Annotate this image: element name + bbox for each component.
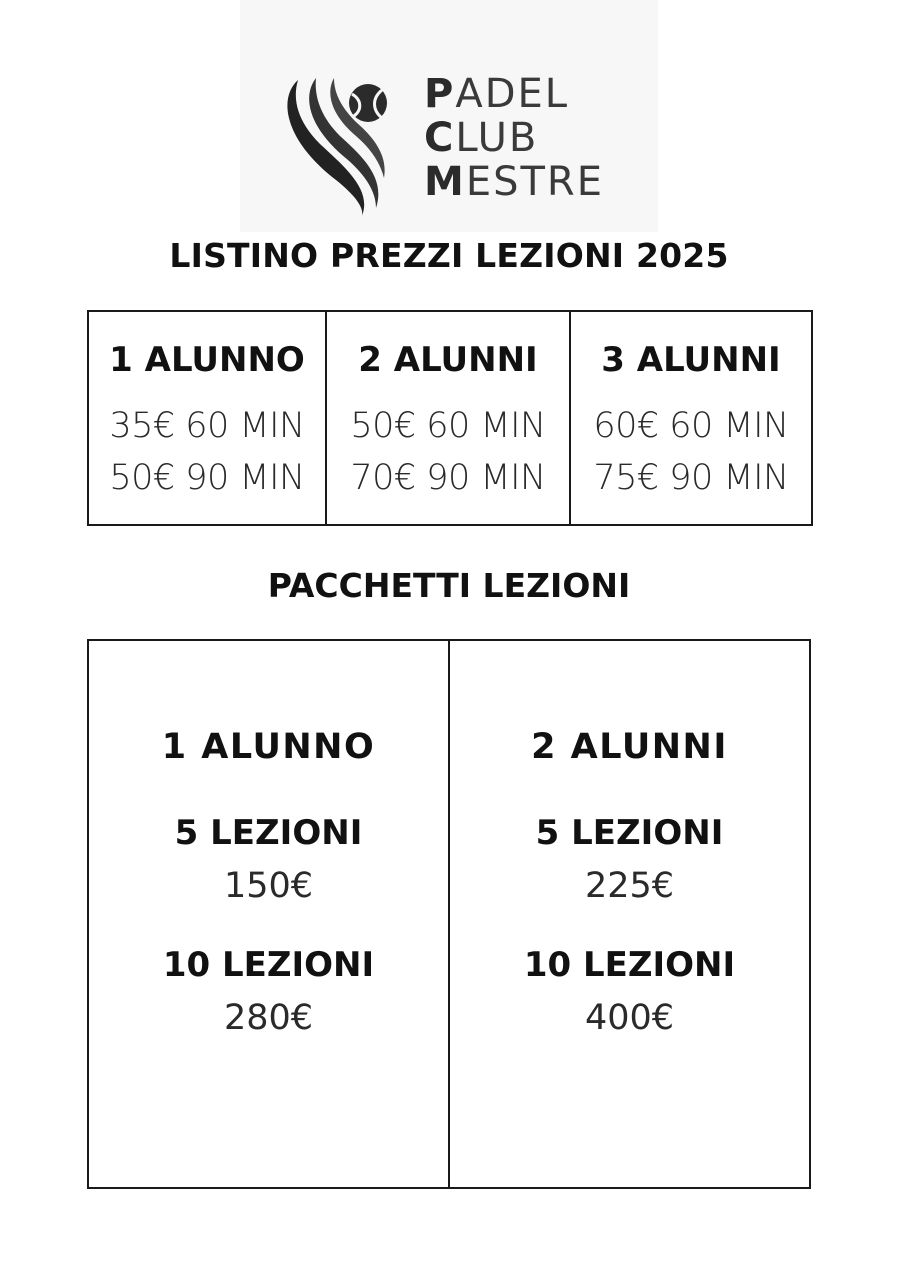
package-price: 280€: [223, 998, 314, 1038]
logo-line-mestre: MESTRE: [424, 159, 604, 205]
logo-wordmark: [424, 72, 604, 204]
column-heading: 3 ALUNNI: [601, 340, 781, 380]
package-label: 10 LEZIONI: [162, 945, 375, 985]
column-heading: 2 ALUNNI: [531, 727, 728, 767]
price-line: 60€ 60 MIN: [593, 406, 789, 446]
price-line: 35€ 60 MIN: [109, 406, 305, 446]
price-list-title: LISTINO PREZZI LEZIONI 2025: [169, 236, 729, 275]
price-column: [89, 312, 325, 524]
column-heading: 2 ALUNNI: [358, 340, 538, 380]
padel-swoosh-icon: [276, 70, 396, 216]
package-label: 5 LEZIONI: [535, 813, 724, 853]
column-heading: 1 ALUNNO: [161, 727, 376, 767]
package-price: 150€: [223, 866, 314, 906]
price-list-table: [87, 310, 813, 526]
packages-title: PACCHETTI LEZIONI: [267, 566, 631, 605]
packages-table: [87, 639, 811, 1189]
package-column: [448, 641, 809, 1187]
price-column: [325, 312, 569, 524]
package-label: 10 LEZIONI: [523, 945, 736, 985]
price-line: 50€ 60 MIN: [350, 406, 546, 446]
price-column: [569, 312, 811, 524]
logo-line-club: CLUB: [424, 115, 539, 161]
column-heading: 1 ALUNNO: [109, 340, 305, 380]
package-price: 400€: [584, 998, 675, 1038]
price-line: 75€ 90 MIN: [593, 458, 789, 498]
package-label: 5 LEZIONI: [174, 813, 363, 853]
price-line: 70€ 90 MIN: [350, 458, 546, 498]
logo-line-padel: PADEL: [424, 71, 570, 117]
package-price: 225€: [584, 866, 675, 906]
padel-ball-icon: [349, 84, 387, 122]
price-line: 50€ 90 MIN: [109, 458, 305, 498]
package-column: [89, 641, 448, 1187]
